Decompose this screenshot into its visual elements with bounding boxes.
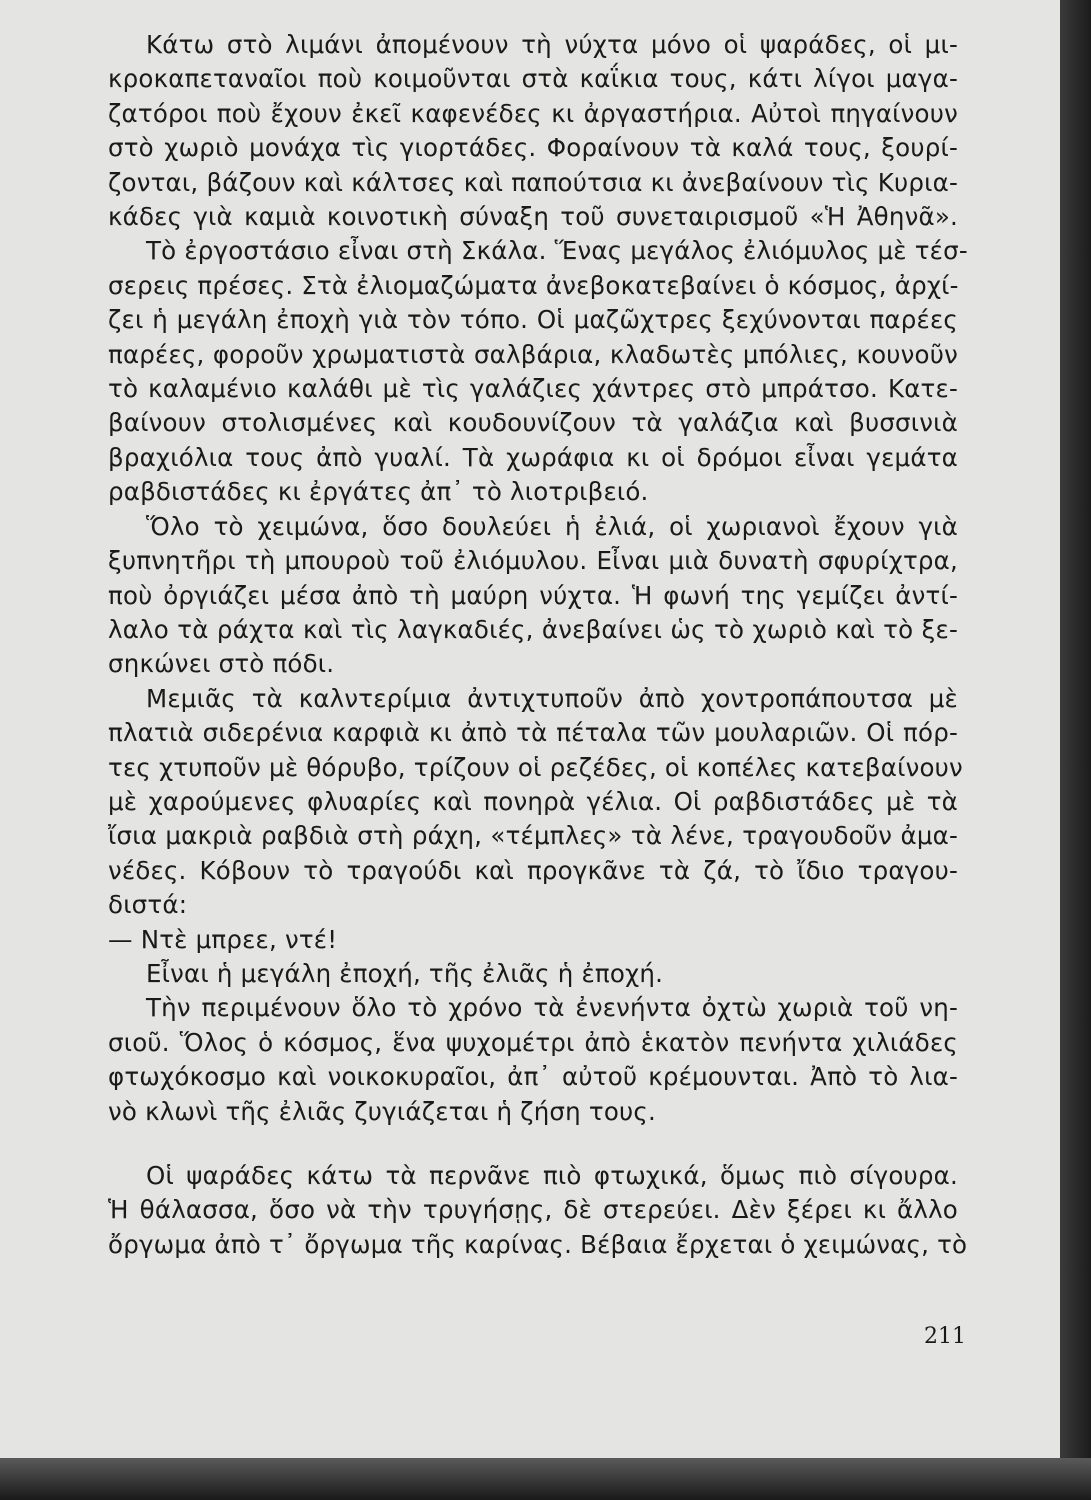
text-line: Κάτω στὸ λιμάνι ἀπομένουν τὴ νύχτα μόνο οἱ ψαράδες, οἱ μι-: [146, 30, 958, 59]
text-line: Οἱ ψαράδες κάτω τὰ περνᾶνε πιὸ φτωχικά, ὅμως πιὸ σίγουρα.: [146, 1161, 958, 1190]
text-line: ζει ἡ μεγάλη ἐποχὴ γιὰ τὸν τόπο. Οἱ μαζῶχτρες ξεχύνονται παρέες: [108, 305, 958, 335]
text-line: νὸ κλωνὶ τῆς ἐλιᾶς ζυγιάζεται ἡ ζήση τους.: [108, 1096, 656, 1126]
text-line: κάδες γιὰ καμιὰ κοινοτικὴ σύναξη τοῦ συνεταιρισμοῦ «Ἡ Ἀθηνᾶ».: [108, 202, 958, 232]
text-line: ζονται, βάζουν καὶ κάλτσες καὶ παπούτσια κι ἀνεβαίνουν τὶς Κυρια-: [108, 167, 958, 197]
text-line: Τὴν περιμένουν ὅλο τὸ χρόνο τὰ ἐνενήντα ὀχτὼ χωριὰ τοῦ νη-: [146, 993, 958, 1023]
text-line: διστά:: [108, 890, 188, 920]
text-line: βαίνουν στολισμένες καὶ κουδουνίζουν τὰ γαλάζια καὶ βυσσινιὰ: [108, 408, 958, 438]
text-line: ποὺ ὀργιάζει μέσα ἀπὸ τὴ μαύρη νύχτα. Ἡ φωνή της γεμίζει ἀντί-: [108, 580, 958, 610]
text-line: νέδες. Κόβουν τὸ τραγούδι καὶ προγκᾶνε τὰ ζά, τὸ ἴδιο τραγου-: [108, 855, 958, 885]
book-edge: [1060, 0, 1091, 1500]
text-line: ξυπνητῆρι τὴ μπουροὺ τοῦ ἐλιόμυλου. Εἶναι μιὰ δυνατὴ σφυρίχτρα,: [108, 546, 958, 576]
text-line: ραβδιστάδες κι ἐργάτες ἀπ᾽ τὸ λιοτριβειό.: [108, 477, 649, 507]
section-gap: [108, 1129, 958, 1159]
text-line: ἴσια μακριὰ ραβδιὰ στὴ ράχη, «τέμπλες» τὰ λένε, τραγουδοῦν ἀμα-: [108, 821, 958, 851]
page-number: 211: [924, 1324, 966, 1349]
text-line: σιοῦ. Ὅλος ὁ κόσμος, ἕνα ψυχομέτρι ἀπὸ ἑκατὸν πενήντα χιλιάδες: [108, 1027, 958, 1057]
text-line: Μεμιᾶς τὰ καλντερίμια ἀντιχτυποῦν ἀπὸ χοντροπάπουτσα μὲ: [146, 683, 958, 713]
text-line: λαλο τὰ ράχτα καὶ τὶς λαγκαδιές, ἀνεβαίνει ὡς τὸ χωριὸ καὶ τὸ ξε-: [108, 614, 958, 644]
scan-shadow: [0, 1458, 1091, 1500]
text-line: μὲ χαρούμενες φλυαρίες καὶ πονηρὰ γέλια. Οἱ ραβδιστάδες μὲ τὰ: [108, 786, 958, 816]
body-text: [108, 28, 968, 1262]
text-line: φτωχόκοσμο καὶ νοικοκυραῖοι, ἀπ᾽ αὐτοῦ κρέμουνται. Ἀπὸ τὸ λια-: [108, 1062, 958, 1092]
text-line: ὄργωμα ἀπὸ τ᾽ ὄργωμα τῆς καρίνας. Βέβαια ἔρχεται ὁ χειμώνας, τὸ: [108, 1229, 968, 1259]
text-line: Εἶναι ἡ μεγάλη ἐποχή, τῆς ἐλιᾶς ἡ ἐποχή.: [146, 958, 664, 988]
text-line: πλατιὰ σιδερένια καρφιὰ κι ἀπὸ τὰ πέταλα τῶν μουλαριῶν. Οἱ πόρ-: [108, 718, 958, 748]
text-line: Ὅλο τὸ χειμώνα, ὅσο δουλεύει ἡ ἐλιά, οἱ χωριανοὶ ἔχουν γιὰ: [146, 511, 958, 541]
text-line: παρέες, φοροῦν χρωματιστὰ σαλβάρια, κλαδωτὲς μπόλιες, κουνοῦν: [108, 339, 958, 369]
text-line: σηκώνει στὸ πόδι.: [108, 649, 335, 679]
text-line: βραχιόλια τους ἀπὸ γυαλί. Τὰ χωράφια κι οἱ δρόμοι εἶναι γεμάτα: [108, 442, 958, 472]
text-line: κροκαπεταναῖοι ποὺ κοιμοῦνται στὰ καΐκια τους, κάτι λίγοι μαγα-: [108, 64, 958, 94]
text-line: στὸ χωριὸ μονάχα τὶς γιορτάδες. Φοραίνουν τὰ καλά τους, ξουρί-: [108, 133, 958, 163]
text-line: τες χτυποῦν μὲ θόρυβο, τρίζουν οἱ ρεζέδες, οἱ κοπέλες κατεβαίνουν: [108, 752, 963, 782]
text-line: τὸ καλαμένιο καλάθι μὲ τὶς γαλάζιες χάντρες στὸ μπράτσο. Κατε-: [108, 374, 958, 404]
text-line: Ἡ θάλασσα, ὅσο νὰ τὴν τρυγήσῃς, δὲ στερεύει. Δὲν ξέρει κι ἄλλο: [108, 1195, 958, 1225]
text-line: σερεις πρέσες. Στὰ ἐλιομαζώματα ἀνεβοκατεβαίνει ὁ κόσμος, ἀρχί-: [108, 270, 959, 300]
dialogue-line: — Ντὲ μπρεε, ντέ!: [108, 924, 338, 954]
text-line: Τὸ ἐργοστάσιο εἶναι στὴ Σκάλα. Ἕνας μεγάλος ἐλιόμυλος μὲ τέσ-: [146, 236, 968, 266]
text-line: ζατόροι ποὺ ἔχουν ἐκεῖ καφενέδες κι ἀργαστήρια. Αὐτοὶ πηγαίνουν: [108, 98, 958, 128]
